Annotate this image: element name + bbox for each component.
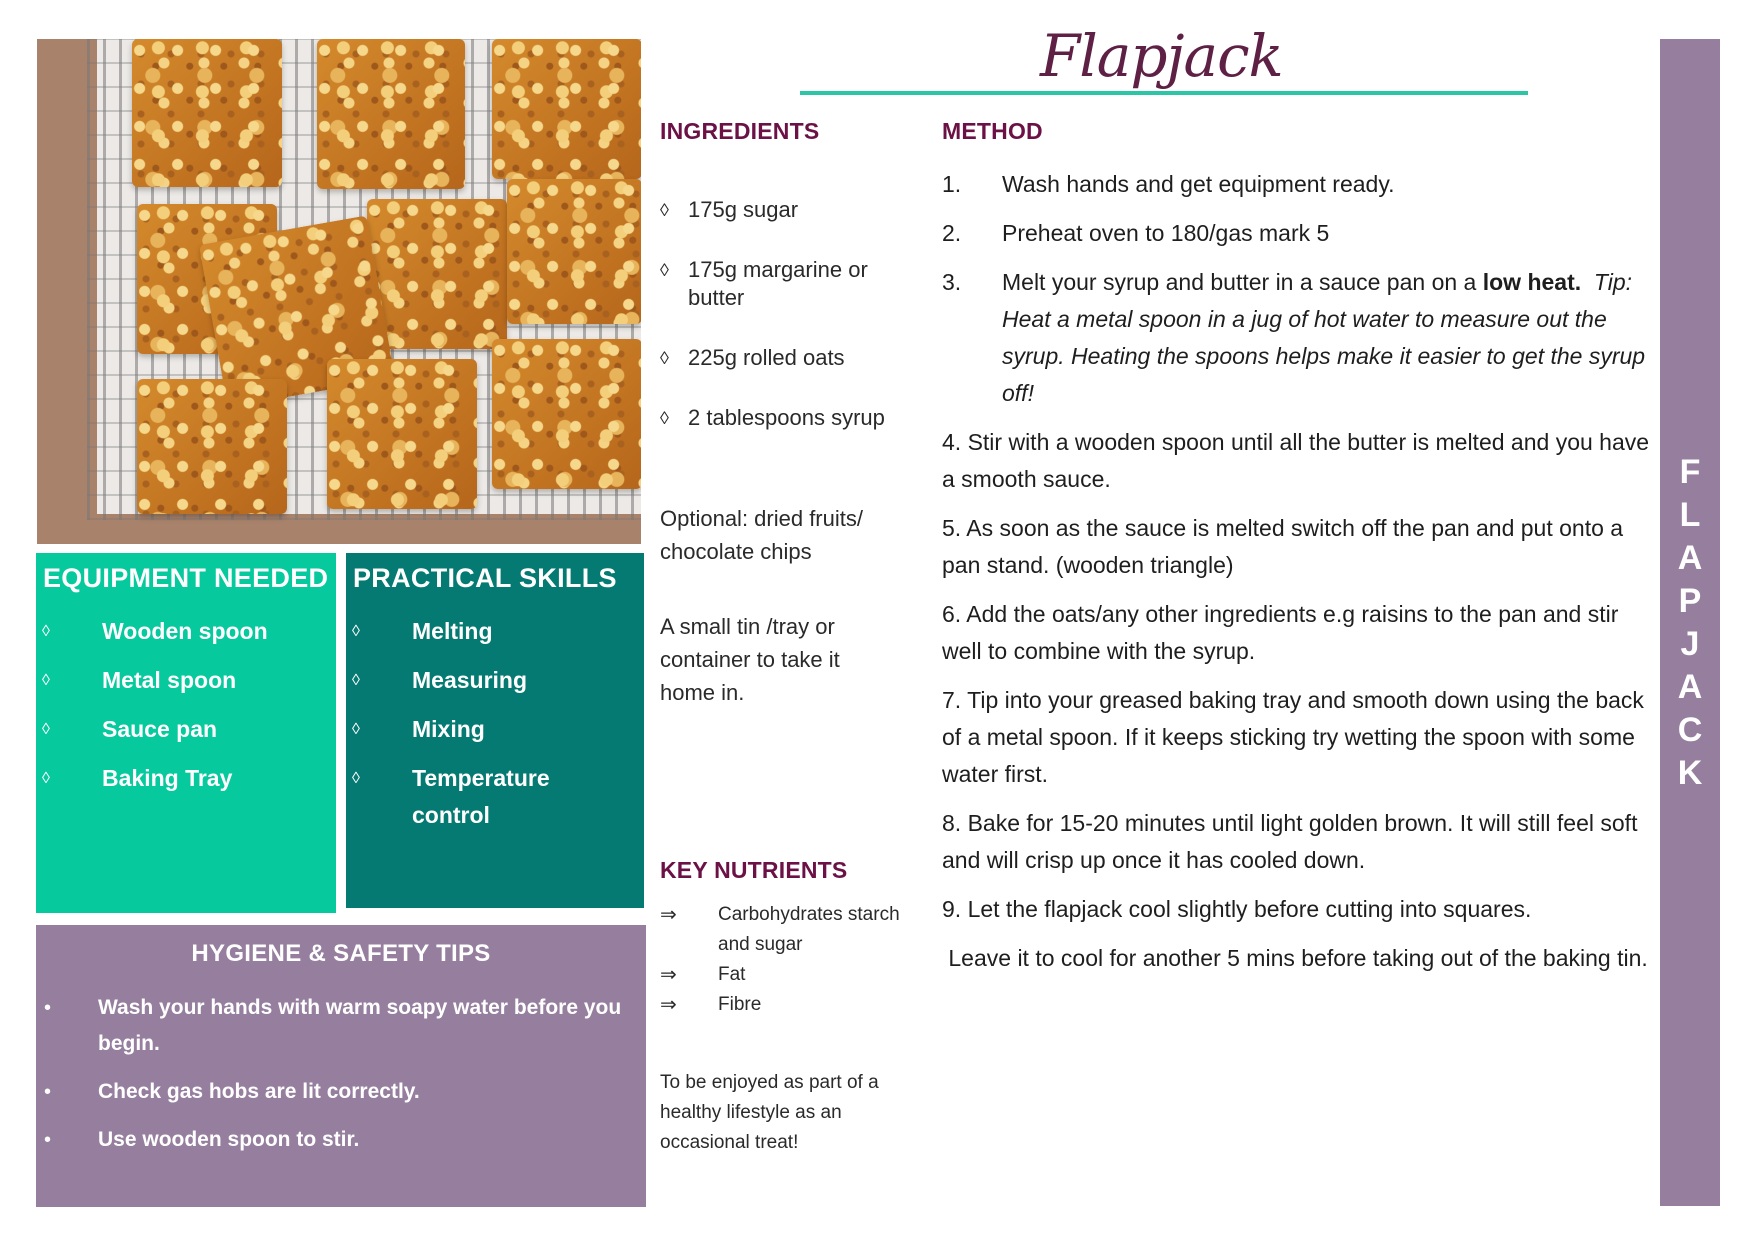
- title-underline: [800, 91, 1528, 95]
- equipment-box: [36, 553, 336, 913]
- nutrient-item: ⇒ Fibre: [660, 990, 930, 1020]
- flapjack-square: [507, 179, 641, 324]
- diamond-bullet-icon: ◊: [352, 672, 360, 689]
- flapjack-square: [492, 39, 641, 179]
- diamond-bullet-icon: ◊: [660, 200, 669, 220]
- flapjack-square: [137, 379, 287, 514]
- equipment-item: ◊ Baking Tray: [42, 760, 332, 797]
- diamond-bullet-icon: ◊: [660, 348, 669, 368]
- skill-item: ◊ Measuring: [352, 662, 622, 699]
- hygiene-safety-box: [36, 925, 646, 1207]
- diamond-bullet-icon: ◊: [352, 623, 360, 640]
- hygiene-item: • Check gas hobs are lit correctly.: [44, 1074, 634, 1110]
- skill-item: ◊ Melting: [352, 613, 622, 650]
- treat-note: To be enjoyed as part of a healthy lifestyle as an occasional treat!: [660, 1072, 879, 1153]
- arrow-icon: ⇒: [660, 994, 677, 1016]
- method-heading: METHOD: [942, 118, 1043, 144]
- diamond-bullet-icon: ◊: [42, 623, 50, 640]
- emphasis-text: low heat.: [1482, 269, 1582, 295]
- diamond-bullet-icon: ◊: [660, 408, 669, 428]
- method-step: 2. Preheat oven to 180/gas mark 5: [942, 220, 1330, 246]
- optional-ingredients: Optional: dried fruits/ chocolate chips: [660, 506, 863, 564]
- ingredient-item: ◊ 175g sugar: [660, 197, 799, 222]
- method-step: 1. Wash hands and get equipment ready.: [942, 171, 1395, 197]
- diamond-bullet-icon: ◊: [352, 721, 360, 738]
- method-steps: [942, 166, 1652, 989]
- method-step: 4. Stir with a wooden spoon until all the butter is melted and you have a smooth sauce.: [942, 429, 1650, 492]
- diamond-bullet-icon: ◊: [352, 770, 360, 787]
- hygiene-heading: HYGIENE & SAFETY TIPS: [191, 940, 491, 967]
- nutrients-list: [660, 900, 930, 1020]
- skills-list: [352, 613, 622, 846]
- practical-skills-heading: PRACTICAL SKILLS: [353, 563, 617, 593]
- ingredient-item: ◊ 175g margarine or butter: [660, 257, 868, 310]
- flapjack-square: [367, 199, 507, 349]
- practical-skills-box: [346, 553, 644, 908]
- equipment-item: ◊ Metal spoon: [42, 662, 332, 699]
- flapjack-square: [327, 359, 477, 509]
- arrow-icon: ⇒: [660, 964, 677, 986]
- method-step: 7. Tip into your greased baking tray and smooth down using the back of a metal spoon. If it keeps sticking try wetting the spoon with some water first.: [942, 687, 1644, 787]
- diamond-bullet-icon: ◊: [42, 721, 50, 738]
- diamond-bullet-icon: ◊: [42, 672, 50, 689]
- equipment-heading: EQUIPMENT NEEDED: [43, 563, 329, 593]
- key-nutrients-heading: KEY NUTRIENTS: [660, 857, 848, 883]
- hygiene-list: [44, 990, 634, 1170]
- diamond-bullet-icon: ◊: [42, 770, 50, 787]
- flapjack-square: [132, 39, 282, 187]
- nutrient-item: ⇒ Fat: [660, 960, 930, 990]
- arrow-icon: ⇒: [660, 904, 677, 926]
- skill-item: ◊ Mixing: [352, 711, 622, 748]
- method-step: 8. Bake for 15-20 minutes until light golden brown. It will still feel soft and will crisp up once it has cooled down.: [942, 810, 1638, 873]
- tip-text: Tip: Heat a metal spoon in a jug of hot water to measure out the syrup. Heating the spoons helps make it easier to get the syrup off!: [1002, 269, 1646, 406]
- hygiene-item: • Use wooden spoon to stir.: [44, 1122, 634, 1158]
- equipment-item: ◊ Wooden spoon: [42, 613, 332, 650]
- method-step: 5. As soon as the sauce is melted switch off the pan and put onto a pan stand. (wooden triangle): [942, 515, 1624, 578]
- nutrient-item: ⇒ Carbohydrates starch and sugar: [660, 900, 918, 960]
- ingredient-item: ◊ 225g rolled oats: [660, 345, 845, 370]
- equipment-list: [42, 613, 332, 809]
- bullet-icon: •: [44, 1081, 52, 1103]
- page-title: Flapjack: [1040, 22, 1283, 90]
- hygiene-item: • Wash your hands with warm soapy water before you begin.: [44, 990, 634, 1062]
- ingredients-heading: INGREDIENTS: [660, 118, 820, 144]
- side-label: F L A P J A C K: [1677, 453, 1703, 792]
- diamond-bullet-icon: ◊: [660, 260, 669, 280]
- ingredients-list: [660, 196, 930, 432]
- ingredient-item: ◊ 2 tablespoons syrup: [660, 405, 885, 430]
- container-note: A small tin /tray or container to take it home in.: [660, 614, 840, 705]
- flapjack-photo: [37, 39, 641, 544]
- method-step: 6. Add the oats/any other ingredients e.g raisins to the pan and stir well to combine with the syrup.: [942, 601, 1619, 664]
- method-step: Leave it to cool for another 5 mins before taking out of the baking tin.: [942, 945, 1648, 971]
- method-step: 3. Melt your syrup and butter in a sauce pan on a low heat. Tip: Heat a metal spoon in a jug of hot water to measure out the syrup. Heating the spoons helps make it easier to get the syrup off!: [942, 269, 1646, 406]
- equipment-item: ◊ Sauce pan: [42, 711, 332, 748]
- bullet-icon: •: [44, 1129, 52, 1151]
- flapjack-square: [492, 339, 641, 489]
- side-band: [1660, 39, 1720, 1206]
- bullet-icon: •: [44, 997, 52, 1019]
- flapjack-square: [317, 39, 465, 189]
- method-step: 9. Let the flapjack cool slightly before cutting into squares.: [942, 896, 1532, 922]
- skill-item: ◊ Temperature control: [352, 760, 572, 834]
